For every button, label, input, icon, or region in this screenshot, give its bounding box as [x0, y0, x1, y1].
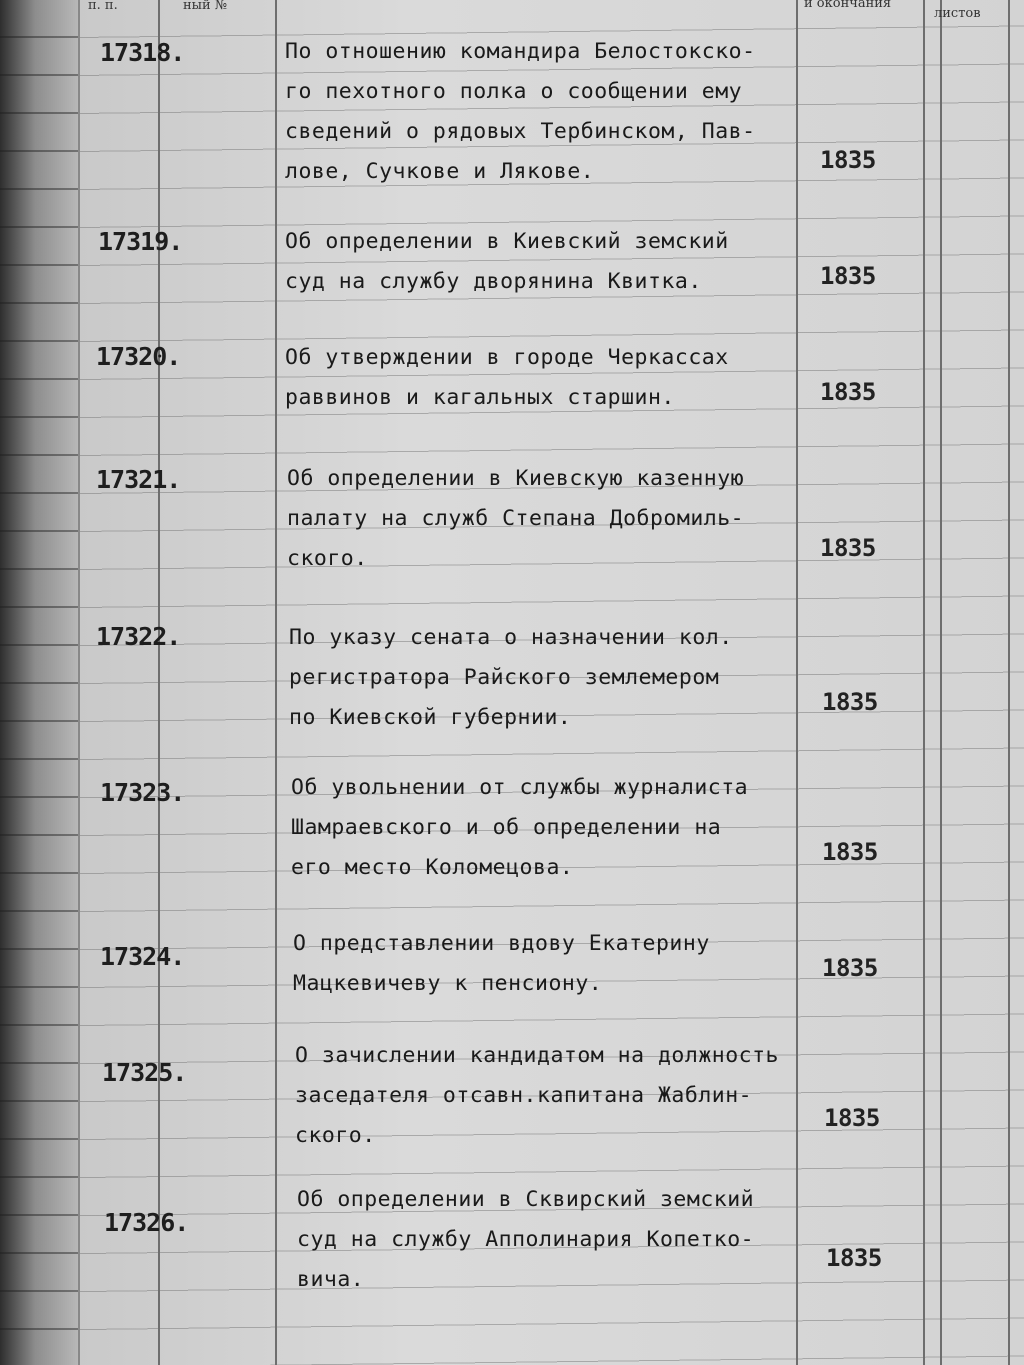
entry-number: 17324. [100, 942, 185, 971]
entry-description: Об определении в Киевскую казенную палату на служб Степана Добромиль- ского. [287, 466, 745, 571]
entry-year: 1835 [822, 688, 878, 716]
entry-year: 1835 [822, 838, 878, 866]
header-number: п. п. [88, 0, 118, 13]
entry-number: 17319. [98, 227, 183, 256]
entry-year: 1835 [820, 146, 876, 174]
entry-number: 17322. [96, 622, 181, 651]
column-rule [923, 0, 925, 1365]
entry-description: По указу сената о назначении кол. регистратора Райского землемером по Киевской губернии. [289, 625, 733, 730]
ledger-page [78, 0, 1024, 1365]
entry-description: Об увольнении от службы журналиста Шамраевского и об определении на его место Коломецова. [291, 775, 749, 880]
entry-year: 1835 [820, 262, 876, 290]
entry-year: 1835 [820, 378, 876, 406]
header-sheets: листов [934, 6, 981, 21]
header-archive: ный № [183, 0, 228, 13]
column-rule [275, 0, 277, 1365]
entry-description: О зачислении кандидатом на должность заседателя отсавн.капитана Жаблин- ского. [295, 1043, 779, 1148]
entry-number: 17323. [100, 778, 185, 807]
entry-year: 1835 [826, 1244, 882, 1272]
entry-number: 17326. [104, 1208, 189, 1237]
column-rule [78, 0, 80, 1365]
entry-description: О представлении вдову Екатерину Мацкевичеву к пенсиону. [293, 931, 710, 996]
entry-number: 17318. [100, 38, 185, 67]
entry-year: 1835 [820, 534, 876, 562]
entry-year: 1835 [824, 1104, 880, 1132]
header-dates: и окончания [804, 0, 892, 11]
entry-description: Об определении в Сквирский земский суд на службу Апполинария Копетко- вича. [297, 1187, 755, 1292]
entry-number: 17320. [96, 342, 181, 371]
spine-ruling [0, 0, 78, 1365]
entry-description: Об утверждении в городе Черкассах раввинов и кагальных старшин. [285, 345, 729, 410]
entry-number: 17325. [102, 1058, 187, 1087]
column-rule [1008, 0, 1010, 1365]
column-rule [940, 0, 942, 1365]
column-rule [796, 0, 798, 1365]
entry-year: 1835 [822, 954, 878, 982]
entry-number: 17321. [96, 465, 181, 494]
column-rule [158, 0, 160, 1365]
entry-description: Об определении в Киевский земский суд на службу дворянина Квитка. [285, 229, 729, 294]
entry-description: По отношению командира Белостокско- го пехотного полка о сообщении ему сведений о рядовых Тербинском, Пав- лове, Сучкове и Лякове. [285, 39, 756, 184]
